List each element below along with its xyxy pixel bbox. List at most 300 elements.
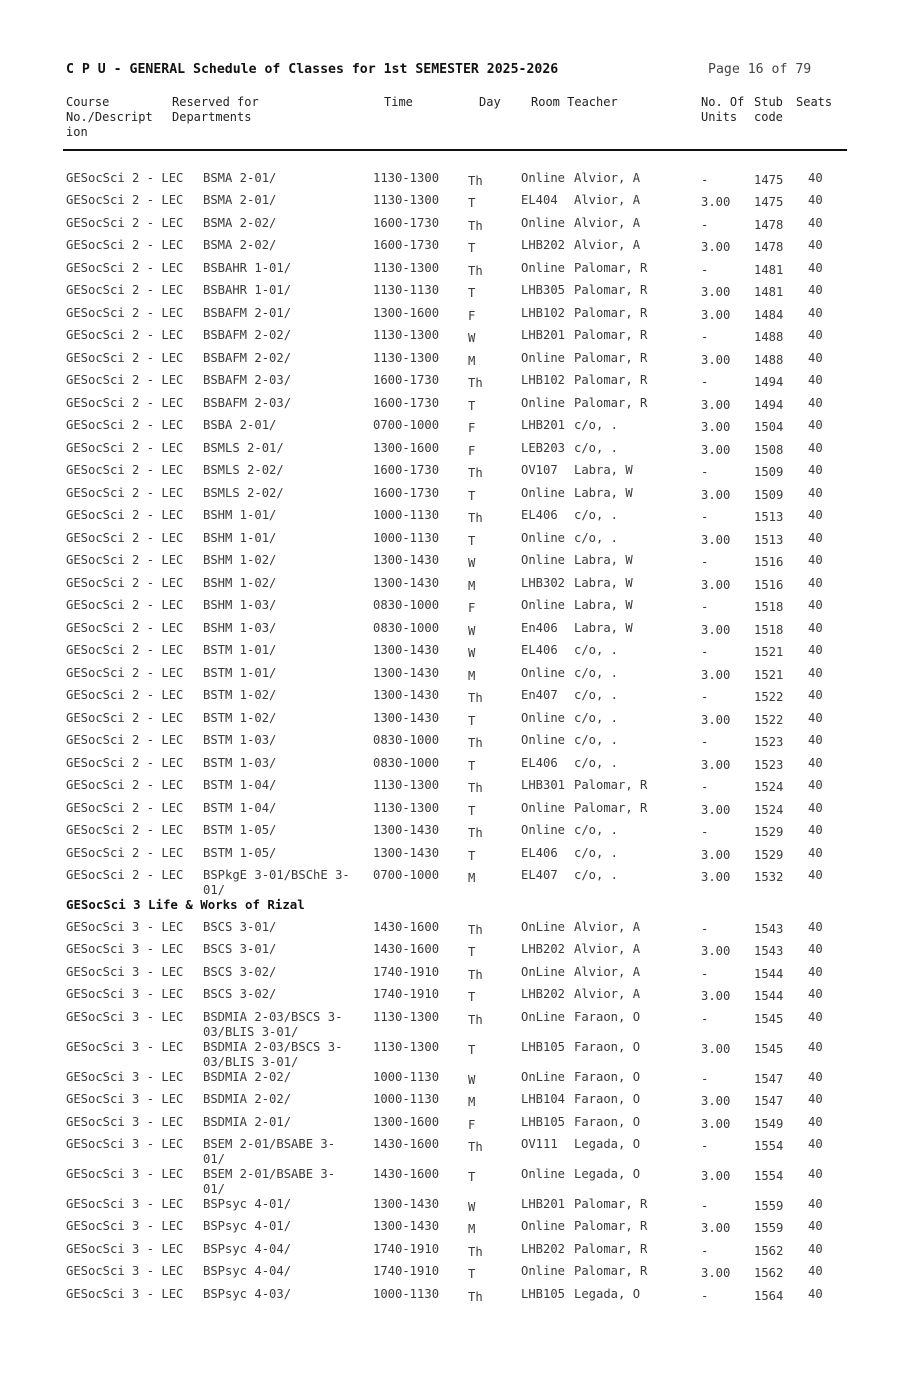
cell-stub: 1509 (754, 465, 784, 479)
cell-units: 3.00 (701, 240, 731, 254)
header-divider (63, 149, 847, 151)
cell-room: Online (521, 396, 566, 410)
cell-day: Th (468, 1140, 483, 1154)
cell-dept: BSDMIA 2-03/BSCS 3- 03/BLIS 3-01/ (203, 1040, 343, 1069)
cell-units: - (701, 825, 709, 839)
cell-stub: 1488 (754, 330, 784, 344)
cell-seats: 40 (808, 1070, 823, 1084)
cell-day: Th (468, 466, 483, 480)
cell-units: 3.00 (701, 713, 731, 727)
cell-stub: 1547 (754, 1072, 784, 1086)
cell-time: 1600-1730 (373, 486, 440, 500)
cell-day: T (468, 241, 476, 255)
cell-seats: 40 (808, 463, 823, 477)
cell-seats: 40 (808, 553, 823, 567)
cell-course: GESocSci 3 - LEC (66, 1040, 184, 1054)
cell-stub: 1522 (754, 713, 784, 727)
cell-teacher: Palomar, R (574, 283, 648, 297)
cell-teacher: c/o, . (574, 441, 619, 455)
cell-stub: 1513 (754, 533, 784, 547)
cell-course: GESocSci 3 - LEC (66, 1092, 184, 1106)
cell-stub: 1513 (754, 510, 784, 524)
cell-course: GESocSci 2 - LEC (66, 846, 184, 860)
cell-dept: BSEM 2-01/BSABE 3- 01/ (203, 1167, 336, 1196)
cell-teacher: Palomar, R (574, 778, 648, 792)
cell-time: 1600-1730 (373, 238, 440, 252)
cell-seats: 40 (808, 1167, 823, 1181)
cell-units: - (701, 780, 709, 794)
cell-seats: 40 (808, 351, 823, 365)
cell-course: GESocSci 3 - LEC (66, 1287, 184, 1301)
cell-seats: 40 (808, 823, 823, 837)
cell-teacher: c/o, . (574, 666, 619, 680)
cell-units: 3.00 (701, 488, 731, 502)
cell-room: EL406 (521, 643, 558, 657)
cell-dept: BSMA 2-02/ (203, 216, 277, 230)
cell-time: 1000-1130 (373, 1070, 440, 1084)
cell-room: LHB202 (521, 1242, 566, 1256)
cell-course: GESocSci 2 - LEC (66, 801, 184, 815)
cell-seats: 40 (808, 1115, 823, 1129)
column-header-reserved: Reserved for Departments (172, 95, 259, 124)
cell-time: 1130-1300 (373, 1010, 440, 1024)
cell-units: 3.00 (701, 443, 731, 457)
cell-course: GESocSci 3 - LEC (66, 965, 184, 979)
cell-stub: 1521 (754, 668, 784, 682)
course-group-title: GESocSci 3 Life & Works of Rizal (66, 897, 305, 912)
cell-stub: 1516 (754, 555, 784, 569)
cell-teacher: c/o, . (574, 756, 619, 770)
cell-time: 1300-1430 (373, 643, 440, 657)
cell-day: M (468, 354, 476, 368)
cell-day: F (468, 444, 476, 458)
cell-seats: 40 (808, 733, 823, 747)
cell-units: - (701, 330, 709, 344)
cell-course: GESocSci 2 - LEC (66, 373, 184, 387)
cell-teacher: c/o, . (574, 868, 619, 882)
cell-day: W (468, 1200, 476, 1214)
cell-stub: 1554 (754, 1169, 784, 1183)
cell-seats: 40 (808, 486, 823, 500)
cell-day: T (468, 804, 476, 818)
cell-time: 1300-1600 (373, 441, 440, 455)
cell-stub: 1521 (754, 645, 784, 659)
cell-dept: BSDMIA 2-02/ (203, 1092, 292, 1106)
cell-seats: 40 (808, 621, 823, 635)
cell-stub: 1516 (754, 578, 784, 592)
cell-units: - (701, 600, 709, 614)
cell-dept: BSMA 2-02/ (203, 238, 277, 252)
cell-teacher: Faraon, O (574, 1092, 641, 1106)
cell-units: - (701, 1244, 709, 1258)
cell-units: 3.00 (701, 578, 731, 592)
cell-time: 1300-1600 (373, 306, 440, 320)
cell-day: W (468, 331, 476, 345)
cell-stub: 1523 (754, 758, 784, 772)
cell-dept: BSBAHR 1-01/ (203, 283, 292, 297)
cell-units: 3.00 (701, 1042, 731, 1056)
cell-stub: 1562 (754, 1266, 784, 1280)
cell-room: Online (521, 486, 566, 500)
cell-dept: BSPsyc 4-04/ (203, 1264, 292, 1278)
cell-time: 1130-1300 (373, 328, 440, 342)
cell-units: 3.00 (701, 803, 731, 817)
cell-seats: 40 (808, 711, 823, 725)
cell-units: - (701, 1072, 709, 1086)
cell-seats: 40 (808, 508, 823, 522)
cell-day: Th (468, 1013, 483, 1027)
cell-teacher: Alvior, A (574, 171, 641, 185)
cell-time: 1600-1730 (373, 373, 440, 387)
cell-units: 3.00 (701, 989, 731, 1003)
column-header-course: Course No./Descript ion (66, 95, 153, 139)
cell-seats: 40 (808, 920, 823, 934)
cell-room: Online (521, 598, 566, 612)
cell-stub: 1504 (754, 420, 784, 434)
cell-time: 0830-1000 (373, 621, 440, 635)
cell-course: GESocSci 2 - LEC (66, 868, 184, 882)
cell-room: En407 (521, 688, 558, 702)
cell-course: GESocSci 2 - LEC (66, 823, 184, 837)
cell-course: GESocSci 2 - LEC (66, 576, 184, 590)
cell-teacher: Labra, W (574, 463, 633, 477)
cell-seats: 40 (808, 643, 823, 657)
cell-time: 1300-1600 (373, 1115, 440, 1129)
cell-day: W (468, 646, 476, 660)
cell-seats: 40 (808, 171, 823, 185)
cell-time: 0700-1000 (373, 418, 440, 432)
cell-room: LHB201 (521, 418, 566, 432)
cell-course: GESocSci 3 - LEC (66, 1197, 184, 1211)
cell-teacher: c/o, . (574, 643, 619, 657)
cell-units: 3.00 (701, 623, 731, 637)
cell-dept: BSPsyc 4-01/ (203, 1197, 292, 1211)
cell-teacher: Palomar, R (574, 306, 648, 320)
cell-dept: BSPsyc 4-03/ (203, 1287, 292, 1301)
cell-time: 1740-1910 (373, 1242, 440, 1256)
cell-course: GESocSci 3 - LEC (66, 1167, 184, 1181)
cell-dept: BSTM 1-02/ (203, 688, 277, 702)
cell-day: Th (468, 781, 483, 795)
cell-units: 3.00 (701, 668, 731, 682)
cell-dept: BSPkgE 3-01/BSChE 3- 01/ (203, 868, 350, 897)
cell-dept: BSTM 1-04/ (203, 778, 277, 792)
cell-time: 1430-1600 (373, 1137, 440, 1151)
cell-course: GESocSci 2 - LEC (66, 351, 184, 365)
cell-teacher: Labra, W (574, 598, 633, 612)
cell-teacher: Faraon, O (574, 1040, 641, 1054)
cell-time: 1130-1300 (373, 261, 440, 275)
cell-stub: 1532 (754, 870, 784, 884)
cell-stub: 1549 (754, 1117, 784, 1131)
cell-day: M (468, 1222, 476, 1236)
cell-course: GESocSci 2 - LEC (66, 643, 184, 657)
cell-units: 3.00 (701, 285, 731, 299)
cell-course: GESocSci 3 - LEC (66, 1010, 184, 1024)
cell-room: EL407 (521, 868, 558, 882)
cell-stub: 1554 (754, 1139, 784, 1153)
cell-course: GESocSci 2 - LEC (66, 328, 184, 342)
cell-time: 0830-1000 (373, 598, 440, 612)
cell-course: GESocSci 2 - LEC (66, 553, 184, 567)
cell-dept: BSHM 1-01/ (203, 508, 277, 522)
cell-stub: 1518 (754, 623, 784, 637)
cell-room: Online (521, 1219, 566, 1233)
cell-room: EL404 (521, 193, 558, 207)
cell-time: 1000-1130 (373, 1287, 440, 1301)
cell-seats: 40 (808, 306, 823, 320)
cell-room: LHB102 (521, 373, 566, 387)
cell-course: GESocSci 3 - LEC (66, 987, 184, 1001)
cell-course: GESocSci 3 - LEC (66, 1137, 184, 1151)
cell-day: T (468, 489, 476, 503)
cell-seats: 40 (808, 965, 823, 979)
cell-units: 3.00 (701, 195, 731, 209)
cell-day: T (468, 1170, 476, 1184)
cell-course: GESocSci 2 - LEC (66, 463, 184, 477)
cell-seats: 40 (808, 598, 823, 612)
cell-time: 1300-1430 (373, 553, 440, 567)
cell-room: LHB301 (521, 778, 566, 792)
cell-teacher: c/o, . (574, 688, 619, 702)
cell-course: GESocSci 2 - LEC (66, 711, 184, 725)
cell-room: LHB305 (521, 283, 566, 297)
cell-teacher: Alvior, A (574, 987, 641, 1001)
cell-time: 1300-1430 (373, 711, 440, 725)
cell-course: GESocSci 3 - LEC (66, 920, 184, 934)
cell-course: GESocSci 2 - LEC (66, 598, 184, 612)
cell-day: T (468, 1043, 476, 1057)
cell-seats: 40 (808, 531, 823, 545)
cell-teacher: Legada, O (574, 1137, 641, 1151)
cell-units: 3.00 (701, 848, 731, 862)
cell-units: - (701, 510, 709, 524)
cell-dept: BSTM 1-03/ (203, 733, 277, 747)
cell-time: 1130-1300 (373, 1040, 440, 1054)
cell-seats: 40 (808, 1010, 823, 1024)
cell-seats: 40 (808, 801, 823, 815)
cell-seats: 40 (808, 1219, 823, 1233)
cell-day: T (468, 759, 476, 773)
cell-room: Online (521, 351, 566, 365)
cell-seats: 40 (808, 987, 823, 1001)
cell-dept: BSBAFM 2-03/ (203, 396, 292, 410)
cell-course: GESocSci 2 - LEC (66, 531, 184, 545)
cell-day: Th (468, 923, 483, 937)
cell-day: Th (468, 1245, 483, 1259)
cell-day: M (468, 579, 476, 593)
cell-teacher: Palomar, R (574, 396, 648, 410)
cell-course: GESocSci 2 - LEC (66, 306, 184, 320)
cell-seats: 40 (808, 373, 823, 387)
cell-dept: BSHM 1-01/ (203, 531, 277, 545)
cell-room: OV107 (521, 463, 558, 477)
cell-seats: 40 (808, 688, 823, 702)
cell-units: 3.00 (701, 308, 731, 322)
cell-dept: BSMA 2-01/ (203, 193, 277, 207)
cell-stub: 1478 (754, 240, 784, 254)
cell-room: Online (521, 666, 566, 680)
cell-teacher: Palomar, R (574, 1219, 648, 1233)
cell-seats: 40 (808, 576, 823, 590)
cell-course: GESocSci 2 - LEC (66, 238, 184, 252)
cell-seats: 40 (808, 1137, 823, 1151)
cell-dept: BSTM 1-05/ (203, 823, 277, 837)
cell-time: 0700-1000 (373, 868, 440, 882)
cell-teacher: Legada, O (574, 1287, 641, 1301)
cell-teacher: Labra, W (574, 621, 633, 635)
cell-room: En406 (521, 621, 558, 635)
cell-room: Online (521, 261, 566, 275)
cell-teacher: c/o, . (574, 508, 619, 522)
column-header-stub: Stub code (754, 95, 783, 124)
cell-room: LHB104 (521, 1092, 566, 1106)
cell-dept: BSBAFM 2-03/ (203, 373, 292, 387)
cell-teacher: Palomar, R (574, 373, 648, 387)
cell-seats: 40 (808, 1264, 823, 1278)
cell-seats: 40 (808, 666, 823, 680)
cell-seats: 40 (808, 942, 823, 956)
cell-teacher: Labra, W (574, 486, 633, 500)
cell-room: Online (521, 801, 566, 815)
cell-teacher: Alvior, A (574, 942, 641, 956)
column-header-day: Day (479, 95, 501, 109)
cell-time: 1300-1430 (373, 576, 440, 590)
cell-teacher: Palomar, R (574, 261, 648, 275)
cell-course: GESocSci 2 - LEC (66, 486, 184, 500)
cell-stub: 1481 (754, 285, 784, 299)
cell-teacher: Alvior, A (574, 216, 641, 230)
cell-teacher: Palomar, R (574, 1264, 648, 1278)
cell-course: GESocSci 2 - LEC (66, 666, 184, 680)
cell-room: LEB203 (521, 441, 566, 455)
cell-stub: 1524 (754, 803, 784, 817)
cell-teacher: Alvior, A (574, 238, 641, 252)
cell-day: Th (468, 1290, 483, 1304)
cell-stub: 1543 (754, 922, 784, 936)
cell-seats: 40 (808, 868, 823, 882)
cell-dept: BSDMIA 2-02/ (203, 1070, 292, 1084)
cell-room: Online (521, 531, 566, 545)
cell-course: GESocSci 2 - LEC (66, 193, 184, 207)
cell-room: Online (521, 823, 566, 837)
cell-units: 3.00 (701, 1266, 731, 1280)
cell-teacher: Alvior, A (574, 965, 641, 979)
cell-stub: 1562 (754, 1244, 784, 1258)
cell-day: T (468, 714, 476, 728)
cell-dept: BSDMIA 2-03/BSCS 3- 03/BLIS 3-01/ (203, 1010, 343, 1039)
cell-course: GESocSci 3 - LEC (66, 1264, 184, 1278)
cell-dept: BSPsyc 4-04/ (203, 1242, 292, 1256)
cell-day: W (468, 624, 476, 638)
cell-day: T (468, 286, 476, 300)
cell-day: Th (468, 826, 483, 840)
cell-room: LHB201 (521, 1197, 566, 1211)
cell-room: LHB201 (521, 328, 566, 342)
cell-room: Online (521, 1264, 566, 1278)
cell-dept: BSTM 1-05/ (203, 846, 277, 860)
cell-stub: 1509 (754, 488, 784, 502)
cell-dept: BSEM 2-01/BSABE 3- 01/ (203, 1137, 336, 1166)
cell-stub: 1481 (754, 263, 784, 277)
cell-units: - (701, 690, 709, 704)
cell-dept: BSBAFM 2-02/ (203, 351, 292, 365)
cell-units: - (701, 1012, 709, 1026)
cell-day: M (468, 871, 476, 885)
cell-units: 3.00 (701, 1221, 731, 1235)
cell-units: 3.00 (701, 1117, 731, 1131)
cell-course: GESocSci 2 - LEC (66, 418, 184, 432)
cell-stub: 1475 (754, 173, 784, 187)
cell-course: GESocSci 2 - LEC (66, 441, 184, 455)
cell-stub: 1518 (754, 600, 784, 614)
cell-units: 3.00 (701, 758, 731, 772)
cell-time: 0830-1000 (373, 733, 440, 747)
cell-seats: 40 (808, 418, 823, 432)
cell-room: LHB105 (521, 1287, 566, 1301)
cell-units: - (701, 1199, 709, 1213)
cell-teacher: Alvior, A (574, 920, 641, 934)
cell-units: - (701, 967, 709, 981)
cell-teacher: Labra, W (574, 576, 633, 590)
cell-units: 3.00 (701, 420, 731, 434)
cell-teacher: Labra, W (574, 553, 633, 567)
cell-day: Th (468, 264, 483, 278)
cell-stub: 1544 (754, 989, 784, 1003)
cell-dept: BSTM 1-03/ (203, 756, 277, 770)
cell-stub: 1564 (754, 1289, 784, 1303)
cell-units: - (701, 1289, 709, 1303)
cell-dept: BSBA 2-01/ (203, 418, 277, 432)
cell-time: 1600-1730 (373, 216, 440, 230)
cell-dept: BSHM 1-02/ (203, 553, 277, 567)
cell-stub: 1508 (754, 443, 784, 457)
cell-course: GESocSci 2 - LEC (66, 216, 184, 230)
cell-seats: 40 (808, 283, 823, 297)
cell-teacher: Palomar, R (574, 1197, 648, 1211)
cell-course: GESocSci 2 - LEC (66, 283, 184, 297)
cell-day: F (468, 309, 476, 323)
cell-room: LHB302 (521, 576, 566, 590)
cell-time: 1430-1600 (373, 1167, 440, 1181)
cell-course: GESocSci 3 - LEC (66, 1115, 184, 1129)
cell-dept: BSCS 3-02/ (203, 987, 277, 1001)
cell-dept: BSDMIA 2-01/ (203, 1115, 292, 1129)
cell-room: OnLine (521, 1010, 566, 1024)
cell-stub: 1494 (754, 398, 784, 412)
cell-time: 1600-1730 (373, 396, 440, 410)
cell-seats: 40 (808, 1040, 823, 1054)
cell-stub: 1529 (754, 825, 784, 839)
cell-seats: 40 (808, 1092, 823, 1106)
cell-day: M (468, 669, 476, 683)
cell-time: 1740-1910 (373, 987, 440, 1001)
cell-units: - (701, 465, 709, 479)
cell-day: T (468, 945, 476, 959)
cell-units: - (701, 645, 709, 659)
cell-time: 1430-1600 (373, 942, 440, 956)
cell-day: F (468, 421, 476, 435)
cell-course: GESocSci 2 - LEC (66, 261, 184, 275)
cell-stub: 1484 (754, 308, 784, 322)
cell-dept: BSTM 1-01/ (203, 643, 277, 657)
cell-dept: BSBAFM 2-02/ (203, 328, 292, 342)
cell-stub: 1545 (754, 1042, 784, 1056)
cell-course: GESocSci 2 - LEC (66, 778, 184, 792)
cell-day: F (468, 1118, 476, 1132)
cell-seats: 40 (808, 1242, 823, 1256)
cell-dept: BSTM 1-01/ (203, 666, 277, 680)
